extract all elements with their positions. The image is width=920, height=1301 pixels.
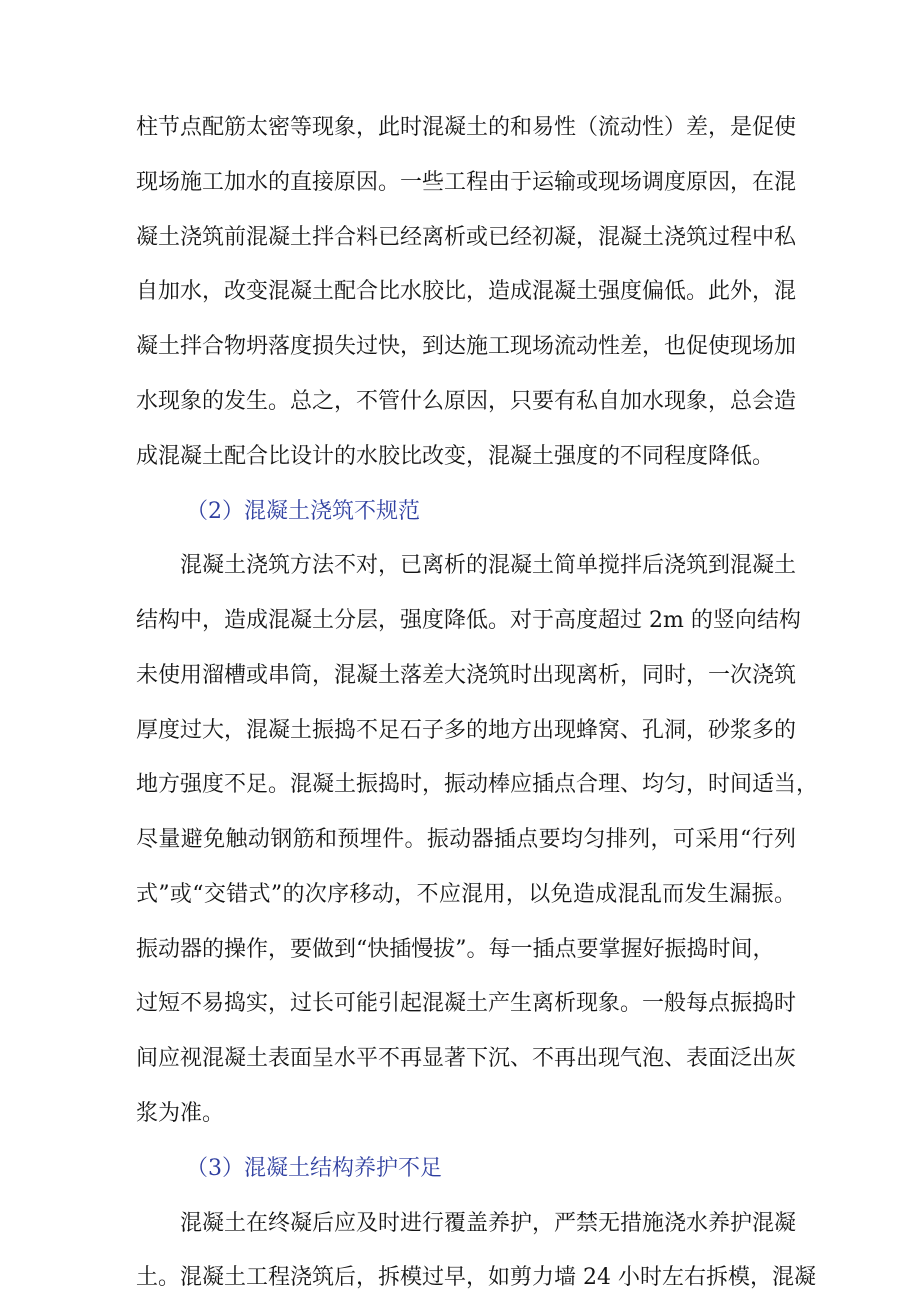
paragraph-2-line-11: 浆为准。 [136,1101,225,1126]
paragraph-1-line-7: 成混凝土配合比设计的水胶比改变，混凝土强度的不同程度降低。 [136,444,775,469]
paragraph-2-line-1: 混凝土浇筑方法不对，已离析的混凝土简单搅拌后浇筑到混凝土 [180,553,797,578]
paragraph-2-line-2: 结构中，造成混凝土分层，强度降低。对于高度超过 2m 的竖向结构 [136,608,801,633]
paragraph-2-line-5: 地方强度不足。混凝土振捣时，振动棒应插点合理、均匀，时间适当， [136,772,819,797]
paragraph-1-line-5: 凝土拌合物坍落度损失过快，到达施工现场流动性差，也促使现场加 [136,334,797,359]
paragraph-2-line-3: 未使用溜槽或串筒，混凝土落差大浇筑时出现离析，同时，一次浇筑 [136,663,797,688]
paragraph-1-line-2: 现场施工加水的直接原因。一些工程由于运输或现场调度原因，在混 [136,170,797,195]
paragraph-1-line-6: 水现象的发生。总之，不管什么原因，只要有私自加水现象，总会造 [136,389,797,414]
paragraph-2-line-4: 厚度过大，混凝土振捣不足石子多的地方出现蜂窝、孔洞，砂浆多的 [136,718,797,743]
paragraph-3-line-1: 混凝土在终凝后应及时进行覆盖养护，严禁无措施浇水养护混凝 [180,1211,797,1236]
paragraph-3-line-2: 土。混凝土工程浇筑后，拆模过早，如剪力墙 24 小时左右拆模，混凝 [136,1265,816,1290]
paragraph-2-line-7: 式”或“交错式”的次序移动，不应混用，以免造成混乱而发生漏振。 [136,882,796,907]
paragraph-1-line-3: 凝土浇筑前混凝土拌合料已经离析或已经初凝，混凝土浇筑过程中私 [136,225,797,250]
paragraph-1-line-1: 柱节点配筋太密等现象，此时混凝土的和易性（流动性）差，是促使 [136,115,797,140]
paragraph-2-line-6: 尽量避免触动钢筋和预埋件。振动器插点要均匀排列，可采用“行列 [136,827,796,852]
paragraph-1-line-4: 自加水，改变混凝土配合比水胶比，造成混凝土强度偏低。此外，混 [136,279,797,304]
paragraph-2-line-10: 间应视混凝土表面呈水平不再显著下沉、不再出现气泡、表面泛出灰 [136,1046,797,1071]
section-heading-2: （2）混凝土浇筑不规范 [186,499,420,524]
paragraph-2-line-9: 过短不易捣实，过长可能引起混凝土产生离析现象。一般每点振捣时 [136,991,797,1016]
paragraph-2-line-8: 振动器的操作，要做到“快插慢拔”。每一插点要掌握好振捣时间， [136,937,775,962]
section-heading-3: （3）混凝土结构养护不足 [186,1156,442,1181]
